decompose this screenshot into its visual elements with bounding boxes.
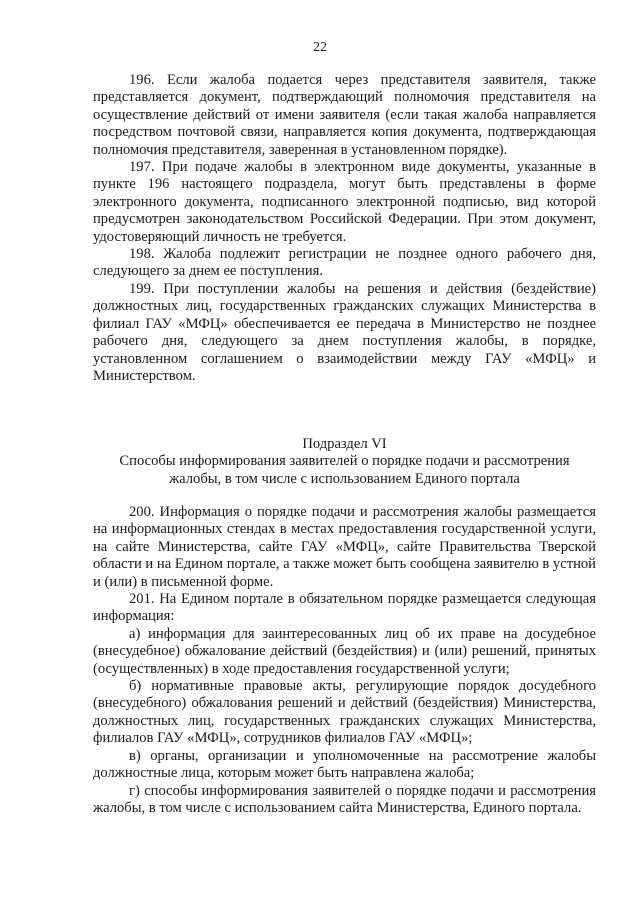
page-number: 22: [313, 40, 327, 55]
list-item-v: в) органы, организации и уполномоченные на рассмотрение жалобы должностные лица, которым может быть направлена жалоба;: [93, 747, 596, 782]
paragraph-198: 198. Жалоба подлежит регистрации не позднее одного рабочего дня, следующего за днем ее поступления.: [93, 246, 596, 280]
section-heading: [93, 436, 596, 488]
paragraph-201: 201. На Едином портале в обязательном порядке размещается следующая информация:: [93, 591, 596, 625]
section-title: Подраздел VI: [302, 436, 387, 452]
paragraph-197: 197. При подаче жалобы в электронном виде документы, указанные в пункте 196 настоящего подраздела, могут быть представлены в форме электронного документа, подписанного электронной подписью, вид которой предусмотрен законодательством Российской Федерации. При этом документ, удостоверяющий личность не требуется.: [93, 159, 596, 245]
list-item-b: б) нормативные правовые акты, регулирующие порядок досудебного (внесудебного) обжалования решений и действий (бездействия) Министерства, должностных лиц, государственных гражданских служащих Министерства, филиалов ГАУ «МФЦ», сотрудников филиалов ГАУ «МФЦ»;: [93, 678, 596, 747]
paragraphs-top: [93, 72, 596, 385]
section-subtitle-line-1: Способы информирования заявителей о порядке подачи и рассмотрения: [119, 453, 570, 470]
section-subtitle-line-2: жалобы, в том числе с использованием Единого портала: [169, 470, 520, 487]
list-item-a: а) информация для заинтересованных лиц об их праве на досудебное (внесудебное) обжалование действий (бездействия) и (или) решений, принятых (осуществленных) в ходе предоставления государственной услуги;: [93, 625, 596, 677]
paragraphs-bottom: [93, 504, 596, 817]
paragraph-200: 200. Информация о порядке подачи и рассмотрения жалобы размещается на информационных стендах в местах предоставления государственной услуги, на сайте Министерства, сайте ГАУ «МФЦ», сайте Правительства Тверской области и на Едином портале, а также может быть сообщена заявителю в устной и (или) в письменной форме.: [93, 504, 596, 590]
list-item-g: г) способы информирования заявителей о порядке подачи и рассмотрения жалобы, в том числе с использованием сайта Министерства, Единого портала.: [93, 782, 596, 816]
paragraph-199: 199. При поступлении жалобы на решения и действия (бездействие) должностных лиц, государственных гражданских служащих Министерства в филиал ГАУ «МФЦ» обеспечивается ее передача в Министерство не позднее рабочего дня, следующего за днем поступления жалобы, в порядке, установленном соглашением о взаимодействии между ГАУ «МФЦ» и Министерством.: [93, 280, 596, 384]
paragraph-196: 196. Если жалоба подается через представителя заявителя, также представляется документ, подтверждающий полномочия представителя на осуществление действий от имени заявителя (если такая жалоба направляется посредством почтовой связи, направляется копия документа, подтверждающая полномочия представителя, заверенная в установленном порядке).: [93, 72, 596, 158]
